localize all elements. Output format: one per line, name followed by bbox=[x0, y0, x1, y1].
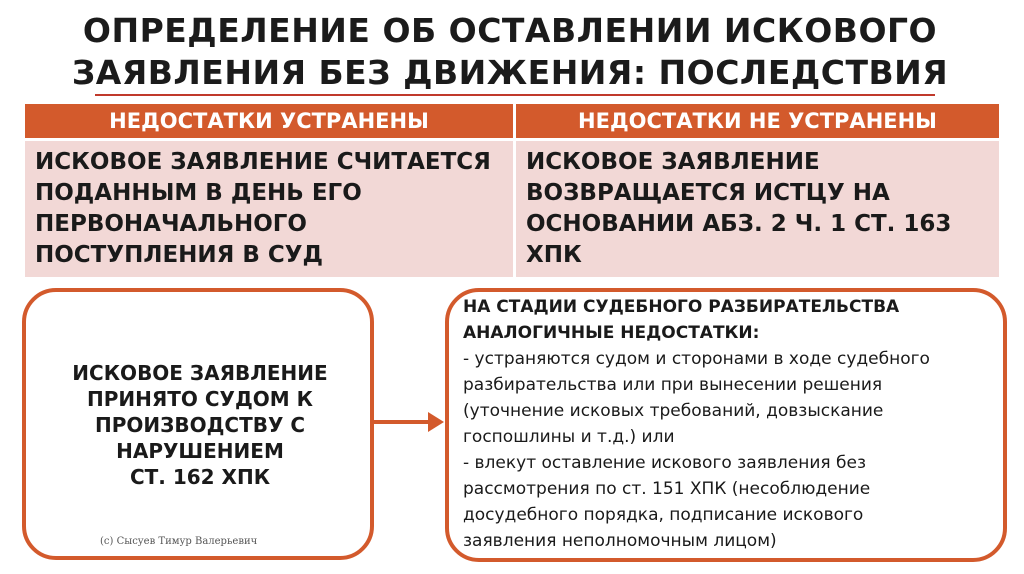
trial-stage-line: разбирательства или при вынесении решения bbox=[463, 375, 883, 395]
trial-stage-line: (уточнение исковых требований, довзыскание bbox=[463, 401, 884, 421]
trial-stage-line: - устраняются судом и сторонами в ходе судебного bbox=[463, 349, 930, 369]
header-defects-not-fixed: НЕДОСТАТКИ НЕ УСТРАНЕНЫ bbox=[516, 104, 999, 138]
trial-stage-heading-1: НА СТАДИИ СУДЕБНОГО РАЗБИРАТЕЛЬСТВА bbox=[463, 297, 900, 317]
trial-stage-line: рассмотрения по ст. 151 ХПК (несоблюдение bbox=[463, 479, 871, 499]
title-line-2: ЗАЯВЛЕНИЯ БЕЗ ДВИЖЕНИЯ: ПОСЛЕДСТВИЯ bbox=[71, 53, 949, 92]
header-defects-fixed: НЕДОСТАТКИ УСТРАНЕНЫ bbox=[25, 104, 513, 138]
page-title bbox=[60, 10, 960, 94]
accepted-claim-line: ИСКОВОЕ ЗАЯВЛЕНИЕ bbox=[72, 361, 328, 385]
accepted-claim-text bbox=[60, 360, 340, 490]
cell-defects-fixed: ИСКОВОЕ ЗАЯВЛЕНИЕ СЧИТАЕТСЯ ПОДАННЫМ В ДЕНЬ ЕГО ПЕРВОНАЧАЛЬНОГО ПОСТУПЛЕНИЯ В СУД bbox=[25, 138, 513, 277]
trial-stage-heading-2: АНАЛОГИЧНЫЕ НЕДОСТАТКИ: bbox=[463, 323, 760, 343]
arrow-shaft bbox=[374, 420, 432, 424]
accepted-claim-line: ПРОИЗВОДСТВУ С bbox=[94, 413, 306, 437]
accepted-claim-line: НАРУШЕНИЕМ bbox=[116, 439, 284, 463]
trial-stage-text bbox=[463, 294, 993, 554]
trial-stage-line: досудебного порядка, подписание искового bbox=[463, 505, 864, 525]
copyright-note: (с) Сысуев Тимур Валерьевич bbox=[100, 536, 258, 547]
title-line-1: ОПРЕДЕЛЕНИЕ ОБ ОСТАВЛЕНИИ ИСКОВОГО bbox=[82, 11, 938, 50]
arrow-right-icon bbox=[428, 412, 444, 432]
trial-stage-line: - влекут оставление искового заявления без bbox=[463, 453, 866, 473]
consequences-table bbox=[22, 104, 1002, 277]
accepted-claim-line: ПРИНЯТО СУДОМ К bbox=[86, 387, 313, 411]
trial-stage-line: заявления неполномочным лицом) bbox=[463, 531, 777, 551]
trial-stage-line: госпошлины и т.д.) или bbox=[463, 427, 675, 447]
title-underline bbox=[95, 94, 935, 96]
cell-defects-not-fixed: ИСКОВОЕ ЗАЯВЛЕНИЕ ВОЗВРАЩАЕТСЯ ИСТЦУ НА ОСНОВАНИИ АБЗ. 2 Ч. 1 СТ. 163 ХПК bbox=[516, 138, 999, 277]
accepted-claim-line: СТ. 162 ХПК bbox=[129, 465, 271, 489]
